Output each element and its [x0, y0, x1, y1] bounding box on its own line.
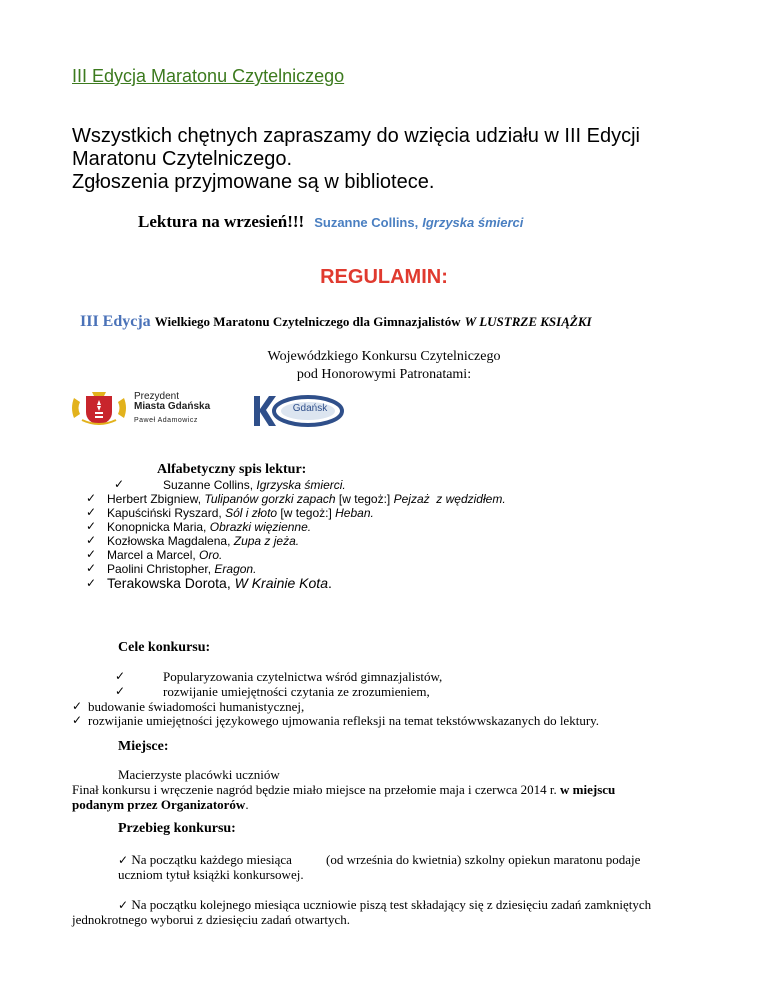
przebieg-p2a-text: Na początku kolejnego miesiąca uczniowie piszą test składający się z dziesięciu zadań zamkniętych — [131, 897, 652, 912]
spis-item-1 — [163, 478, 346, 492]
spis-item-title: Igrzyska śmierci. — [256, 478, 346, 492]
spis-item-2 — [107, 492, 506, 506]
check-icon: ✓ — [86, 491, 97, 505]
spis-item-author: Marcel a Marcel, — [107, 548, 196, 562]
spis-item-title2: Heban. — [335, 506, 374, 520]
spis-item-title2: Pejzaż z wędzidłem. — [393, 492, 506, 506]
edycja-line — [80, 313, 592, 331]
miejsce-title: Miejsce: — [118, 739, 169, 754]
check-icon: ✓ — [86, 505, 97, 519]
check-icon: ✓ — [86, 547, 97, 561]
spis-item-author: Paolini Christopher, — [107, 562, 212, 576]
miejsce-line-2-text: Finał konkursu i wręczenie nagród będzie miało miejsce na przełomie maja i czerwca 2014 r. — [72, 782, 557, 797]
spis-item-title: Tulipanów gorzki zapach — [204, 492, 336, 506]
edycja-prefix: III Edycja — [80, 313, 151, 330]
spis-item-author: Konopnicka Maria, — [107, 520, 207, 534]
spis-item-6 — [107, 548, 222, 562]
check-icon: ✓ — [114, 477, 125, 491]
miejsce-line-2-bold: w miejscu — [560, 782, 616, 797]
spis-item-author: Kapuściński Ryszard, — [107, 506, 222, 520]
check-icon: ✓ — [86, 576, 97, 590]
spis-item-5 — [107, 534, 299, 548]
spis-item-8 — [107, 575, 332, 591]
spis-item-author: Herbert Zbigniew, — [107, 492, 202, 506]
spis-item-7 — [107, 562, 256, 576]
check-icon: ✓ — [118, 898, 129, 912]
cele-item-1: Popularyzowania czytelnictwa wśród gimnazjalistów, — [163, 669, 443, 684]
regulamin-heading: REGULAMIN: — [320, 266, 448, 288]
miejsce-line-3 — [72, 797, 249, 812]
check-icon: ✓ — [115, 669, 126, 683]
spis-item-title: Eragon. — [214, 562, 257, 576]
spis-item-extra: [w tegoż:] — [335, 492, 394, 506]
intro-line-2: Maratonu Czytelniczego. — [72, 148, 293, 170]
spis-item-4 — [107, 520, 311, 534]
przebieg-p2b: jednokrotnego wyborui z dziesięciu zadań otwartych. — [72, 912, 350, 927]
header-link[interactable] — [72, 66, 344, 87]
intro-line-1: Wszystkich chętnych zapraszamy do wzięcia udziału w III Edycji — [72, 125, 640, 147]
spis-item-extra: [w tegoż:] — [277, 506, 336, 520]
miejsce-line-3-bold: podanym przez Organizatorów — [72, 797, 246, 812]
miejsce-line-1: Macierzyste placówki uczniów — [118, 767, 280, 782]
miejsce-line-3-end: . — [245, 797, 249, 812]
check-icon: ✓ — [115, 684, 126, 698]
przebieg-title: Przebieg konkursu: — [118, 821, 236, 836]
check-icon: ✓ — [86, 519, 97, 533]
konkurs-line-1: Wojewódzkiego Konkursu Czytelniczego — [267, 349, 501, 364]
cele-item-3: budowanie świadomości humanistycznej, — [88, 699, 305, 714]
spis-item-title: Zupa z jeża. — [233, 534, 300, 548]
lektura-line — [138, 212, 523, 232]
przebieg-p2a — [118, 897, 651, 913]
check-icon: ✓ — [72, 699, 83, 713]
spis-item-title: W Krainie Kota — [234, 575, 328, 591]
spis-item-3 — [107, 506, 374, 520]
spis-title: Alfabetyczny spis lektur: — [157, 462, 307, 477]
prezydent-line-2: Miasta Gdańska — [134, 401, 211, 412]
miejsce-line-2 — [72, 782, 615, 797]
edycja-main: Wielkiego Maratonu Czytelniczego dla Gimnazjalistów — [154, 314, 461, 329]
spis-item-title: Oro. — [199, 548, 223, 562]
spis-item-title: Obrazki więzienne. — [209, 520, 312, 534]
spis-item-author: Kozłowska Magdalena, — [107, 534, 231, 548]
cele-title: Cele konkursu: — [118, 640, 211, 655]
ko-gdansk-logo — [250, 393, 346, 429]
spis-item-author: Terakowska Dorota, — [107, 575, 231, 591]
przebieg-p1a-text: Na początku każdego miesiąca — [131, 852, 292, 867]
przebieg-p1b: (od września do kwietnia) szkolny opiekun maratonu podaje — [326, 852, 641, 867]
edycja-emph: W LUSTRZE KSIĄŻKI — [464, 314, 592, 329]
maraton-link[interactable]: III Edycja Maratonu Czytelniczego — [72, 66, 345, 86]
cele-item-4: rozwijanie umiejętności językowego ujmowania refleksji na temat tekstówwskazanych do lektury. — [88, 713, 600, 728]
przebieg-p1a — [118, 852, 292, 868]
check-icon: ✓ — [118, 853, 129, 867]
cele-item-2: rozwijanie umiejętności czytania ze zrozumieniem, — [163, 684, 430, 699]
konkurs-line-2: pod Honorowymi Patronatami: — [296, 367, 472, 382]
check-icon: ✓ — [72, 713, 83, 727]
gdansk-crest-icon — [68, 392, 130, 426]
lektura-book: Igrzyska śmierci — [422, 215, 524, 230]
prezydent-line-1: Prezydent — [134, 391, 180, 402]
spis-item-author: Suzanne Collins, — [163, 478, 254, 492]
check-icon: ✓ — [86, 561, 97, 575]
lektura-author: Suzanne Collins, — [314, 215, 419, 230]
ko-text: Gdańsk — [292, 403, 328, 414]
prezydent-logo — [68, 392, 228, 428]
intro-line-3: Zgłoszenia przyjmowane są w bibliotece. — [72, 171, 435, 193]
prezydent-text — [134, 392, 210, 426]
przebieg-p1c: uczniom tytuł książki konkursowej. — [118, 867, 304, 882]
konkurs-text — [0, 348, 768, 384]
lektura-label: Lektura na wrzesień!!! — [138, 212, 305, 231]
spis-item-extra: . — [327, 575, 332, 591]
prezydent-line-3: Paweł Adamowicz — [134, 417, 198, 424]
check-icon: ✓ — [86, 533, 97, 547]
intro-text — [72, 125, 752, 194]
spis-item-title: Sól i złoto — [225, 506, 278, 520]
